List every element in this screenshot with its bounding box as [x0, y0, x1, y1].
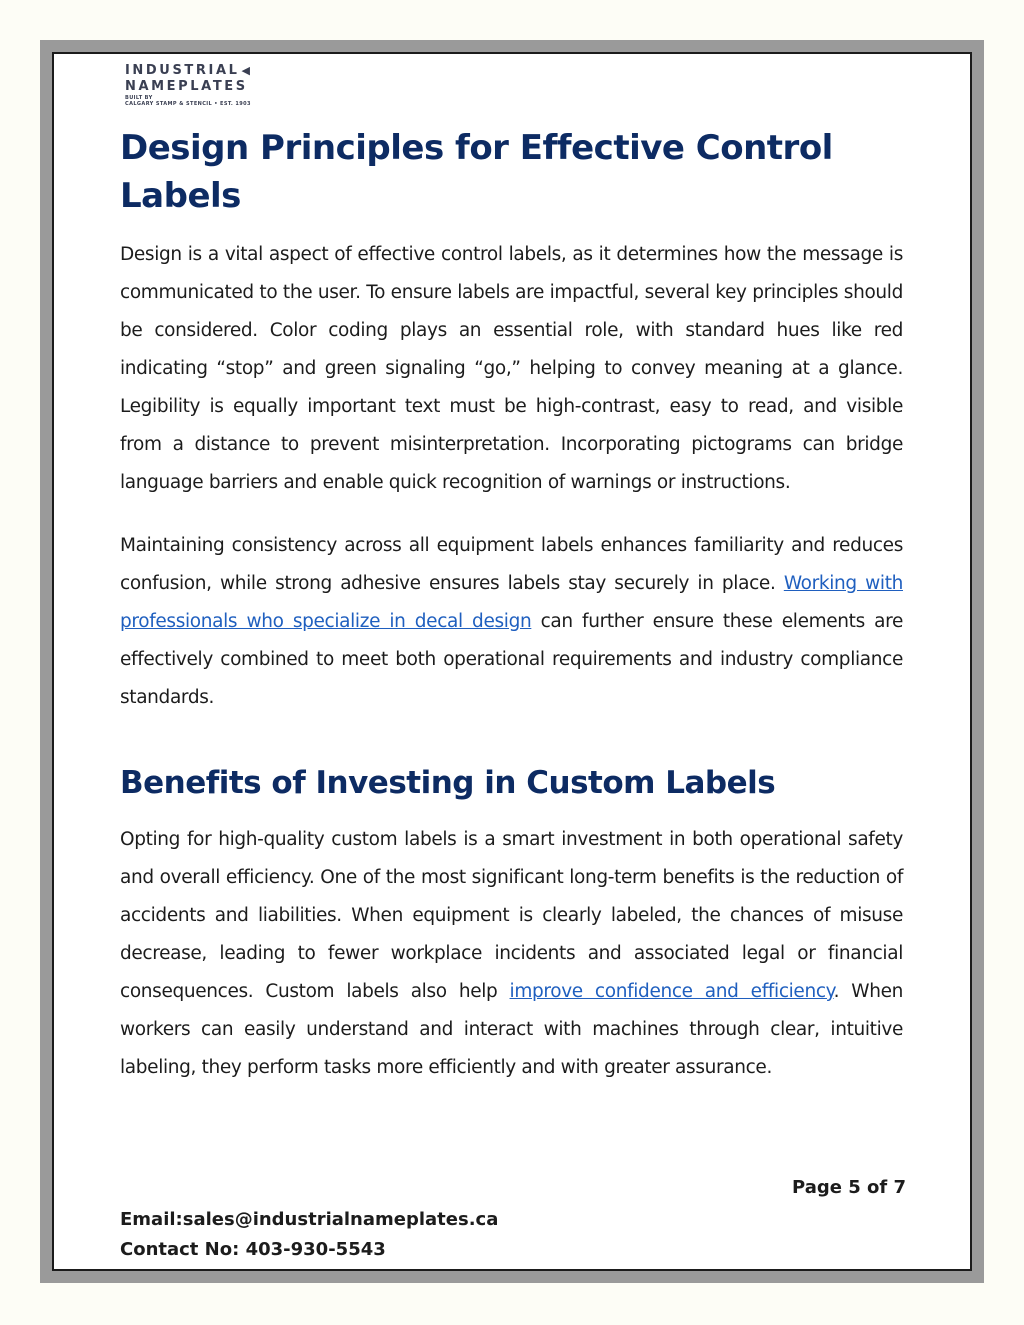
- phone-text: Contact No: 403-930-5543: [120, 1239, 386, 1260]
- page: [52, 52, 972, 1271]
- section-heading-benefits: Benefits of Investing in Custom Labels: [120, 765, 776, 801]
- paragraph-text: can further ensure these elements are effectively combined to meet both operational requirements and industry compliance standards.: [120, 611, 904, 708]
- email-text: Email:sales@industrialnameplates.ca: [120, 1209, 499, 1230]
- company-logo: [125, 63, 253, 107]
- section-heading-design-principles: Design Principles for Effective Control Labels: [120, 128, 833, 216]
- maple-leaf-icon: ◀: [241, 64, 253, 77]
- logo-tagline1: BUILT BY: [125, 95, 153, 101]
- paragraph-benefits: [120, 821, 903, 1087]
- paragraph-text: Opting for high-quality custom labels is a smart investment in both operational safety and overall efficiency. One of the most significant long-term benefits is the reduction of accidents and liabilities. When equipment is clearly labeled, the chances of misuse decrease, leading to fewer workplace incidents and associated legal or financial consequences. Custom labels also help: [120, 829, 903, 1002]
- page-number: Page 5 of 7: [792, 1177, 906, 1198]
- decal-design-link[interactable]: Working with professionals who specialize in decal design: [120, 573, 903, 632]
- page-frame: [40, 40, 984, 1283]
- paragraph-design: Design is a vital aspect of effective control labels, as it determines how the message is communicated to the user. To ensure labels are impactful, several key principles should be considered. Color coding plays an essential role, with standard hues like red indicating “stop” and green signaling “go,” helping to convey meaning at a glance. Legibility is equally important text must be high-contrast, easy to read, and visible from a distance to prevent misinterpretation. Incorporating pictograms can bridge language barriers and enable quick recognition of warnings or instructions.: [120, 244, 903, 493]
- confidence-efficiency-link[interactable]: improve confidence and efficiency: [509, 981, 834, 1002]
- paragraph-consistency: [120, 527, 903, 717]
- logo-tagline2: CALGARY STAMP & STENCIL • EST. 1903: [125, 101, 251, 107]
- logo-line2: NAMEPLATES: [125, 79, 248, 94]
- contact-info: [120, 1205, 498, 1265]
- paragraph-text: Maintaining consistency across all equipment labels enhances familiarity and reduces confusion, while strong adhesive ensures labels stay securely in place.: [120, 535, 903, 594]
- main-content: [120, 124, 903, 1087]
- paragraph-text: . When workers can easily understand and interact with machines through clear, intuitive labeling, they perform tasks more efficiently and with greater assurance.: [120, 981, 903, 1078]
- logo-line1: INDUSTRIAL: [125, 63, 240, 78]
